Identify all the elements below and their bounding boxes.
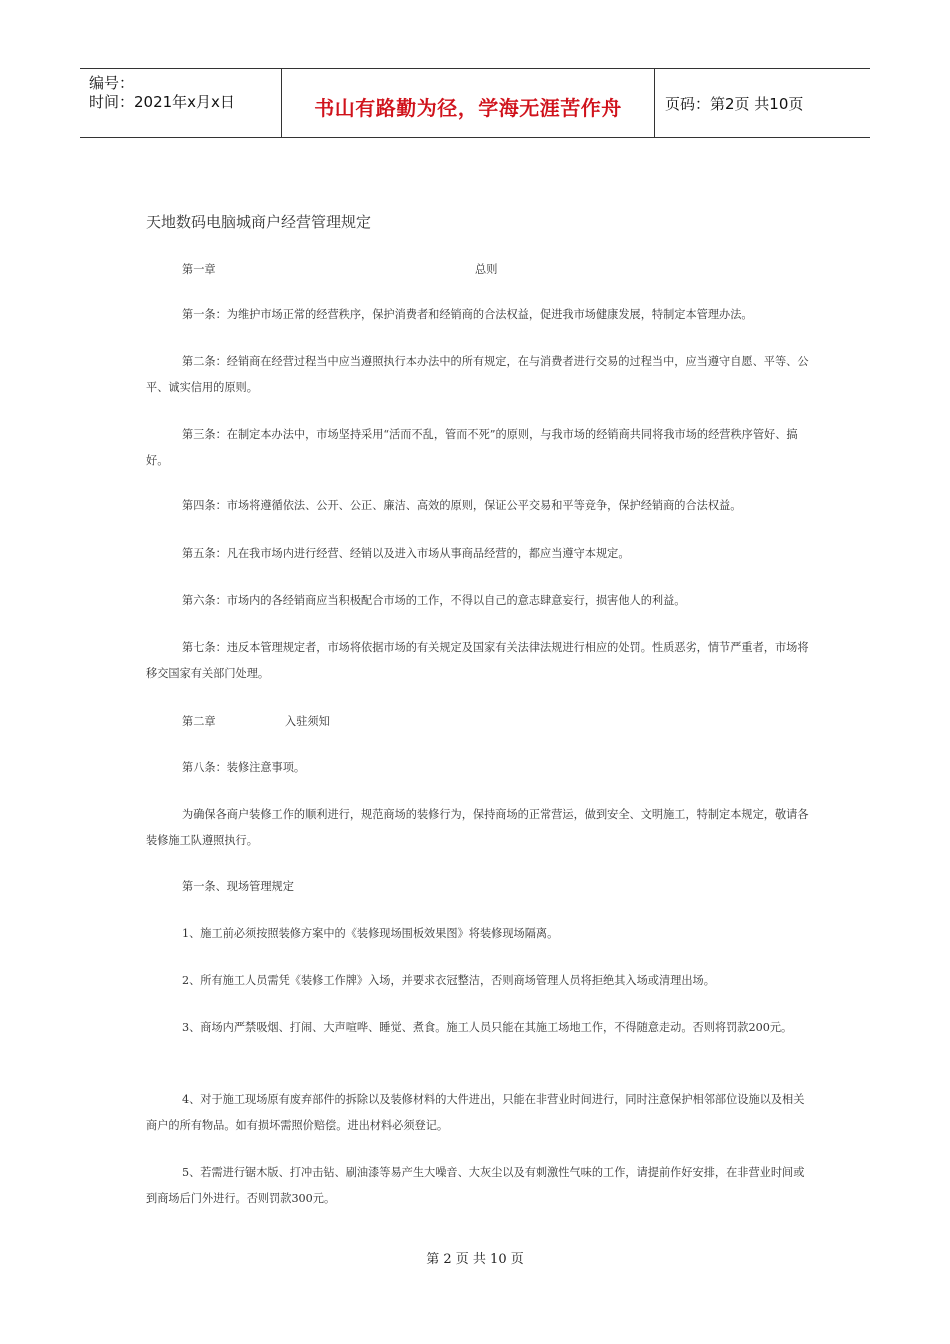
- article-3: 第三条：在制定本办法中，市场坚持采用“活而不乱，管而不死”的原则，与我市场的经销商共同将我市场的经营秩序管好、搞好。: [146, 428, 798, 467]
- header-motto-cell: [282, 69, 655, 137]
- list-item: 3、商场内严禁吸烟、打闹、大声喧哗、睡觉、煮食。施工人员只能在其施工场地工作，不得随意走动。否则将罚款200元。: [182, 1021, 793, 1034]
- article-1: 第一条：为维护市场正常的经营秩序，保护消费者和经销商的合法权益，促进我市场健康发展，特制定本管理办法。: [182, 308, 753, 321]
- article-7: 第七条：违反本管理规定者，市场将依据市场的有关规定及国家有关法律法规进行相应的处罚。性质恶劣，情节严重者，市场将移交国家有关部门处理。: [146, 641, 809, 680]
- chapter-2-heading: [182, 713, 330, 729]
- article-2: 第二条：经销商在经营过程当中应当遵照执行本办法中的所有规定，在与消费者进行交易的过程当中，应当遵守自愿、平等、公平、诚实信用的原则。: [146, 355, 809, 394]
- page-code: 页码：第2页 共10页: [665, 95, 804, 113]
- chapter-1-name: 总则: [475, 263, 498, 276]
- section-1-heading: 第一条、现场管理规定: [182, 880, 294, 893]
- list-item: 5、若需进行锯木版、打冲击钻、刷油漆等易产生大噪音、大灰尘以及有刺激性气味的工作，请提前作好安排，在非营业时间或到商场后门外进行。否则罚款300元。: [146, 1166, 805, 1205]
- time-label: 时间：2021年x月x日: [89, 93, 235, 111]
- page-footer: 第 2 页 共 10 页: [426, 1252, 524, 1267]
- renovation-intro: 为确保各商户装修工作的顺利进行，规范商场的装修行为，保持商场的正常营运，做到安全、文明施工，特制定本规定，敬请各装修施工队遵照执行。: [146, 808, 809, 847]
- article-8: 第八条：装修注意事项。: [182, 761, 306, 774]
- article-6: 第六条：市场内的各经销商应当积极配合市场的工作，不得以自己的意志肆意妄行，损害他人的利益。: [182, 594, 686, 607]
- list-item: 4、对于施工现场原有废弃部件的拆除以及装修材料的大件进出，只能在非营业时间进行，同时注意保护相邻部位设施以及相关商户的所有物品。如有损坏需照价赔偿。进出材料必须登记。: [146, 1093, 805, 1132]
- list-item: 2、所有施工人员需凭《装修工作牌》入场，并要求衣冠整洁，否则商场管理人员将拒绝其入场或清理出场。: [182, 974, 715, 987]
- chapter-1-heading: [182, 261, 498, 277]
- number-label: 编号：: [89, 74, 135, 92]
- header-page-cell: [655, 69, 870, 137]
- chapter-2-label: 第二章: [182, 715, 216, 728]
- document-title: 天地数码电脑城商户经营管理规定: [146, 213, 372, 231]
- motto-text: 书山有路勤为径，学海无涯苦作舟: [314, 96, 622, 120]
- list-item: 1、施工前必须按照装修方案中的《装修现场围板效果图》将装修现场隔离。: [182, 927, 559, 940]
- chapter-1-label: 第一章: [182, 263, 216, 276]
- article-5: 第五条：凡在我市场内进行经营、经销以及进入市场从事商品经营的，都应当遵守本规定。: [182, 547, 630, 560]
- article-4: 第四条：市场将遵循依法、公开、公正、廉洁、高效的原则，保证公平交易和平等竞争，保护经销商的合法权益。: [182, 499, 742, 512]
- header-info-cell: [80, 69, 282, 137]
- page-header: [80, 68, 870, 138]
- chapter-2-name: 入驻须知: [285, 715, 330, 728]
